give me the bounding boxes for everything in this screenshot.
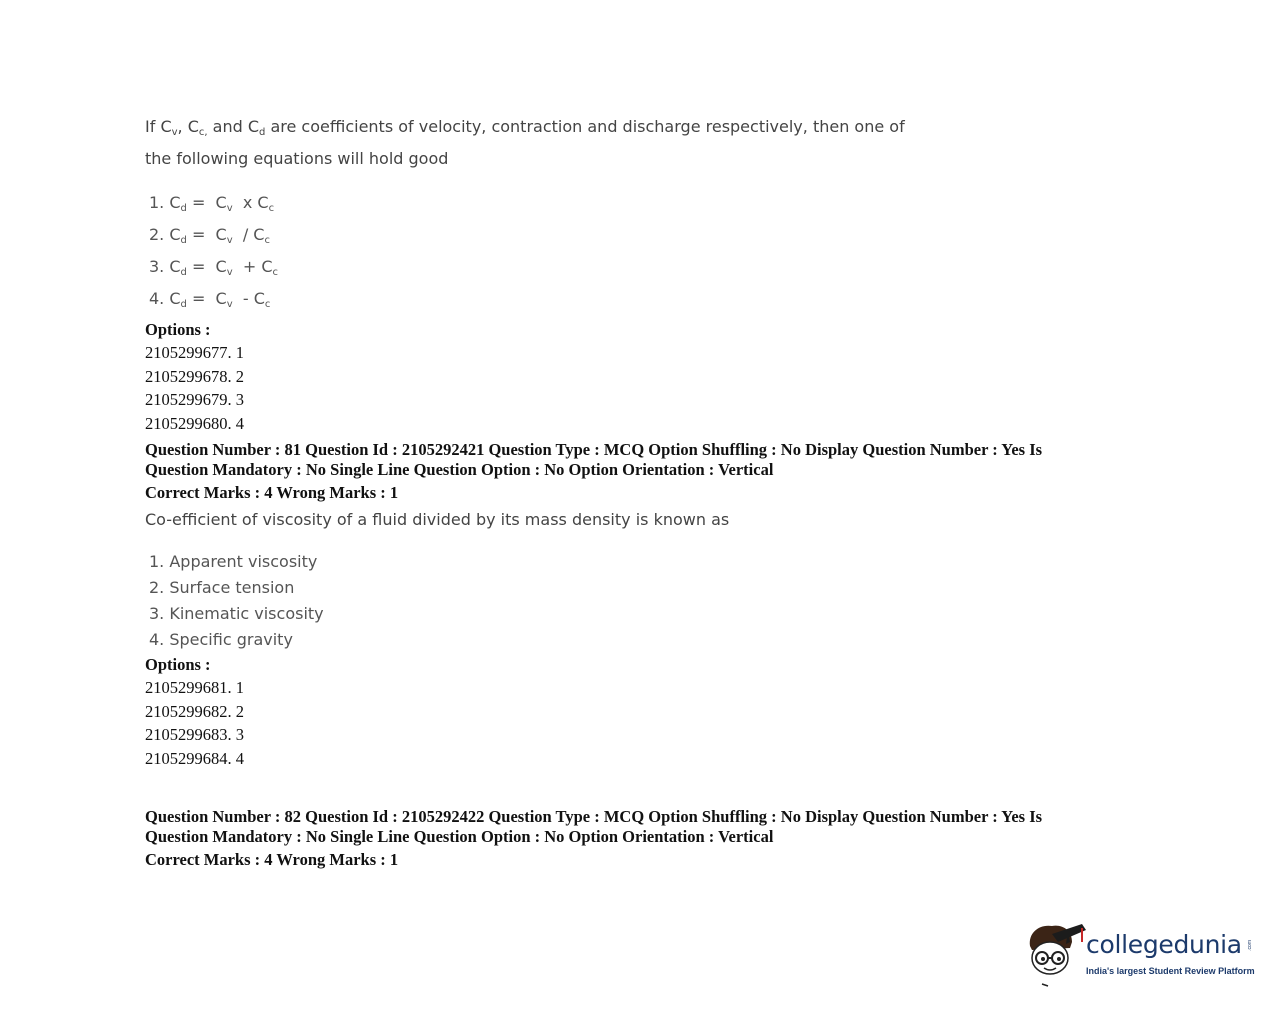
option-line: 2105299679. 3: [145, 390, 244, 410]
question-80-text: If $C_v$, $C_{c,}$ and $C_d$ are coefficients of velocity, contraction and discharge respectively, then one of the following equations will hold good: [145, 117, 905, 168]
choice-item: 1. Apparent viscosity: [149, 552, 318, 571]
options-label: Options :: [145, 320, 211, 339]
choice-item: 4. Specific gravity: [149, 630, 293, 649]
choice-item: 1. $C_d = C_v$ x $C_c$: [149, 193, 275, 214]
logo-tagline: India's largest Student Review Platform: [1086, 966, 1255, 976]
question-marks: Correct Marks : 4 Wrong Marks : 1: [145, 850, 399, 869]
question-80-choices: [145, 190, 1145, 318]
question-80: [145, 114, 1145, 436]
question-header: Question Number : 82 Question Id : 2105292422 Question Type : MCQ Option Shuffling : No Display Question Number : Yes Is: [145, 807, 1043, 826]
question-82: [145, 807, 1145, 870]
choice-item: 2. Surface tension: [149, 578, 295, 597]
question-81: [145, 440, 1145, 771]
option-line: 2105299678. 2: [145, 366, 244, 386]
option-line: 2105299684. 4: [145, 749, 244, 769]
option-line: 2105299677. 1: [145, 343, 244, 362]
option-line: 2105299681. 1: [145, 678, 244, 697]
option-line: 2105299680. 4: [145, 414, 244, 434]
option-line: 2105299683. 3: [145, 725, 244, 745]
question-header: Question Mandatory : No Single Line Question Option : No Option Orientation : Vertical: [145, 827, 774, 846]
question-81-text: Co-efficient of viscosity of a fluid divided by its mass density is known as: [145, 510, 730, 529]
collegedunia-logo: [1022, 918, 1262, 988]
graduate-mascot-icon: [1022, 918, 1088, 988]
question-header: Question Mandatory : No Single Line Question Option : No Option Orientation : Vertical: [145, 460, 774, 479]
question-header: Question Number : 81 Question Id : 2105292421 Question Type : MCQ Option Shuffling : No Display Question Number : Yes Is: [145, 440, 1043, 459]
question-marks: Correct Marks : 4 Wrong Marks : 1: [145, 483, 399, 502]
logo-suffix: .com: [1247, 940, 1253, 951]
choice-item: 3. Kinematic viscosity: [149, 604, 324, 623]
choice-item: 2. $C_d = C_v / C_c$: [149, 225, 270, 246]
question-81-choices: [145, 549, 1145, 653]
logo-wordmark: collegedunia: [1086, 930, 1242, 959]
question-80-text-line2: the following equations will hold good: [145, 149, 449, 168]
option-line: 2105299682. 2: [145, 701, 244, 721]
options-label: Options :: [145, 655, 211, 674]
choice-item: 3. $C_d = C_v + C_c$: [149, 257, 278, 278]
choice-item: 4. $C_d = C_v - C_c$: [149, 289, 271, 310]
